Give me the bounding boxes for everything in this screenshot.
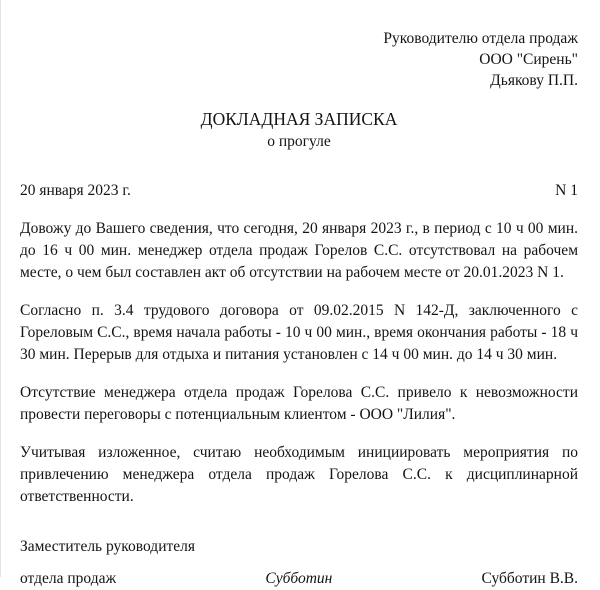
paragraph-conclusion: Учитывая изложенное, считаю необходимым инициировать мероприятия по привлечению менеджера отдела продаж Горелова С.С. к дисциплинарной ответственности. (20, 444, 578, 505)
signature-fullname: Субботин В.В. (481, 570, 578, 587)
signature-block (20, 536, 578, 590)
recipient-line-position: Руководителю отдела продаж (383, 30, 578, 47)
paragraph-consequences: Отсутствие менеджера отдела продаж Горелова С.С. привело к невозможности провести переговоры с потенциальным клиентом - ООО "Лилия". (20, 384, 578, 423)
document-subtitle: о прогуле (267, 133, 331, 150)
handwritten-signature: Субботин (265, 570, 333, 587)
paragraph-contract-terms: Согласно п. 3.4 трудового договора от 09.02.2015 N 142-Д, заключенного с Гореловым С.С., время начала работы - 10 ч 00 мин., время окончания работы - 18 ч 30 мин. Перерыв для отдыха и питания установлен с 14 ч 00 мин. до 14 ч 30 мин. (20, 302, 578, 363)
recipient-block (20, 28, 578, 91)
signature-row (20, 568, 578, 590)
signature-position-line2: отдела продаж (20, 570, 117, 587)
date-number-row (20, 180, 578, 202)
recipient-line-company: ООО "Сирень" (479, 51, 578, 68)
paragraph-incident: Довожу до Вашего сведения, что сегодня, 20 января 2023 г., в период с 10 ч 00 мин. до 16 ч 00 мин. менеджер отдела продаж Горелов С.С. отсутствовал на рабочем месте, о чем был составлен акт об отсутствии на рабочем месте от 20.01.2023 N 1. (20, 220, 578, 281)
document-body (20, 218, 578, 508)
document-number: N 1 (555, 182, 578, 199)
document-title: ДОКЛАДНАЯ ЗАПИСКА (200, 109, 398, 129)
document-date: 20 января 2023 г. (20, 182, 131, 199)
signature-position-line1: Заместитель руководителя (20, 538, 196, 555)
recipient-line-name: Дьякову П.П. (490, 72, 578, 89)
